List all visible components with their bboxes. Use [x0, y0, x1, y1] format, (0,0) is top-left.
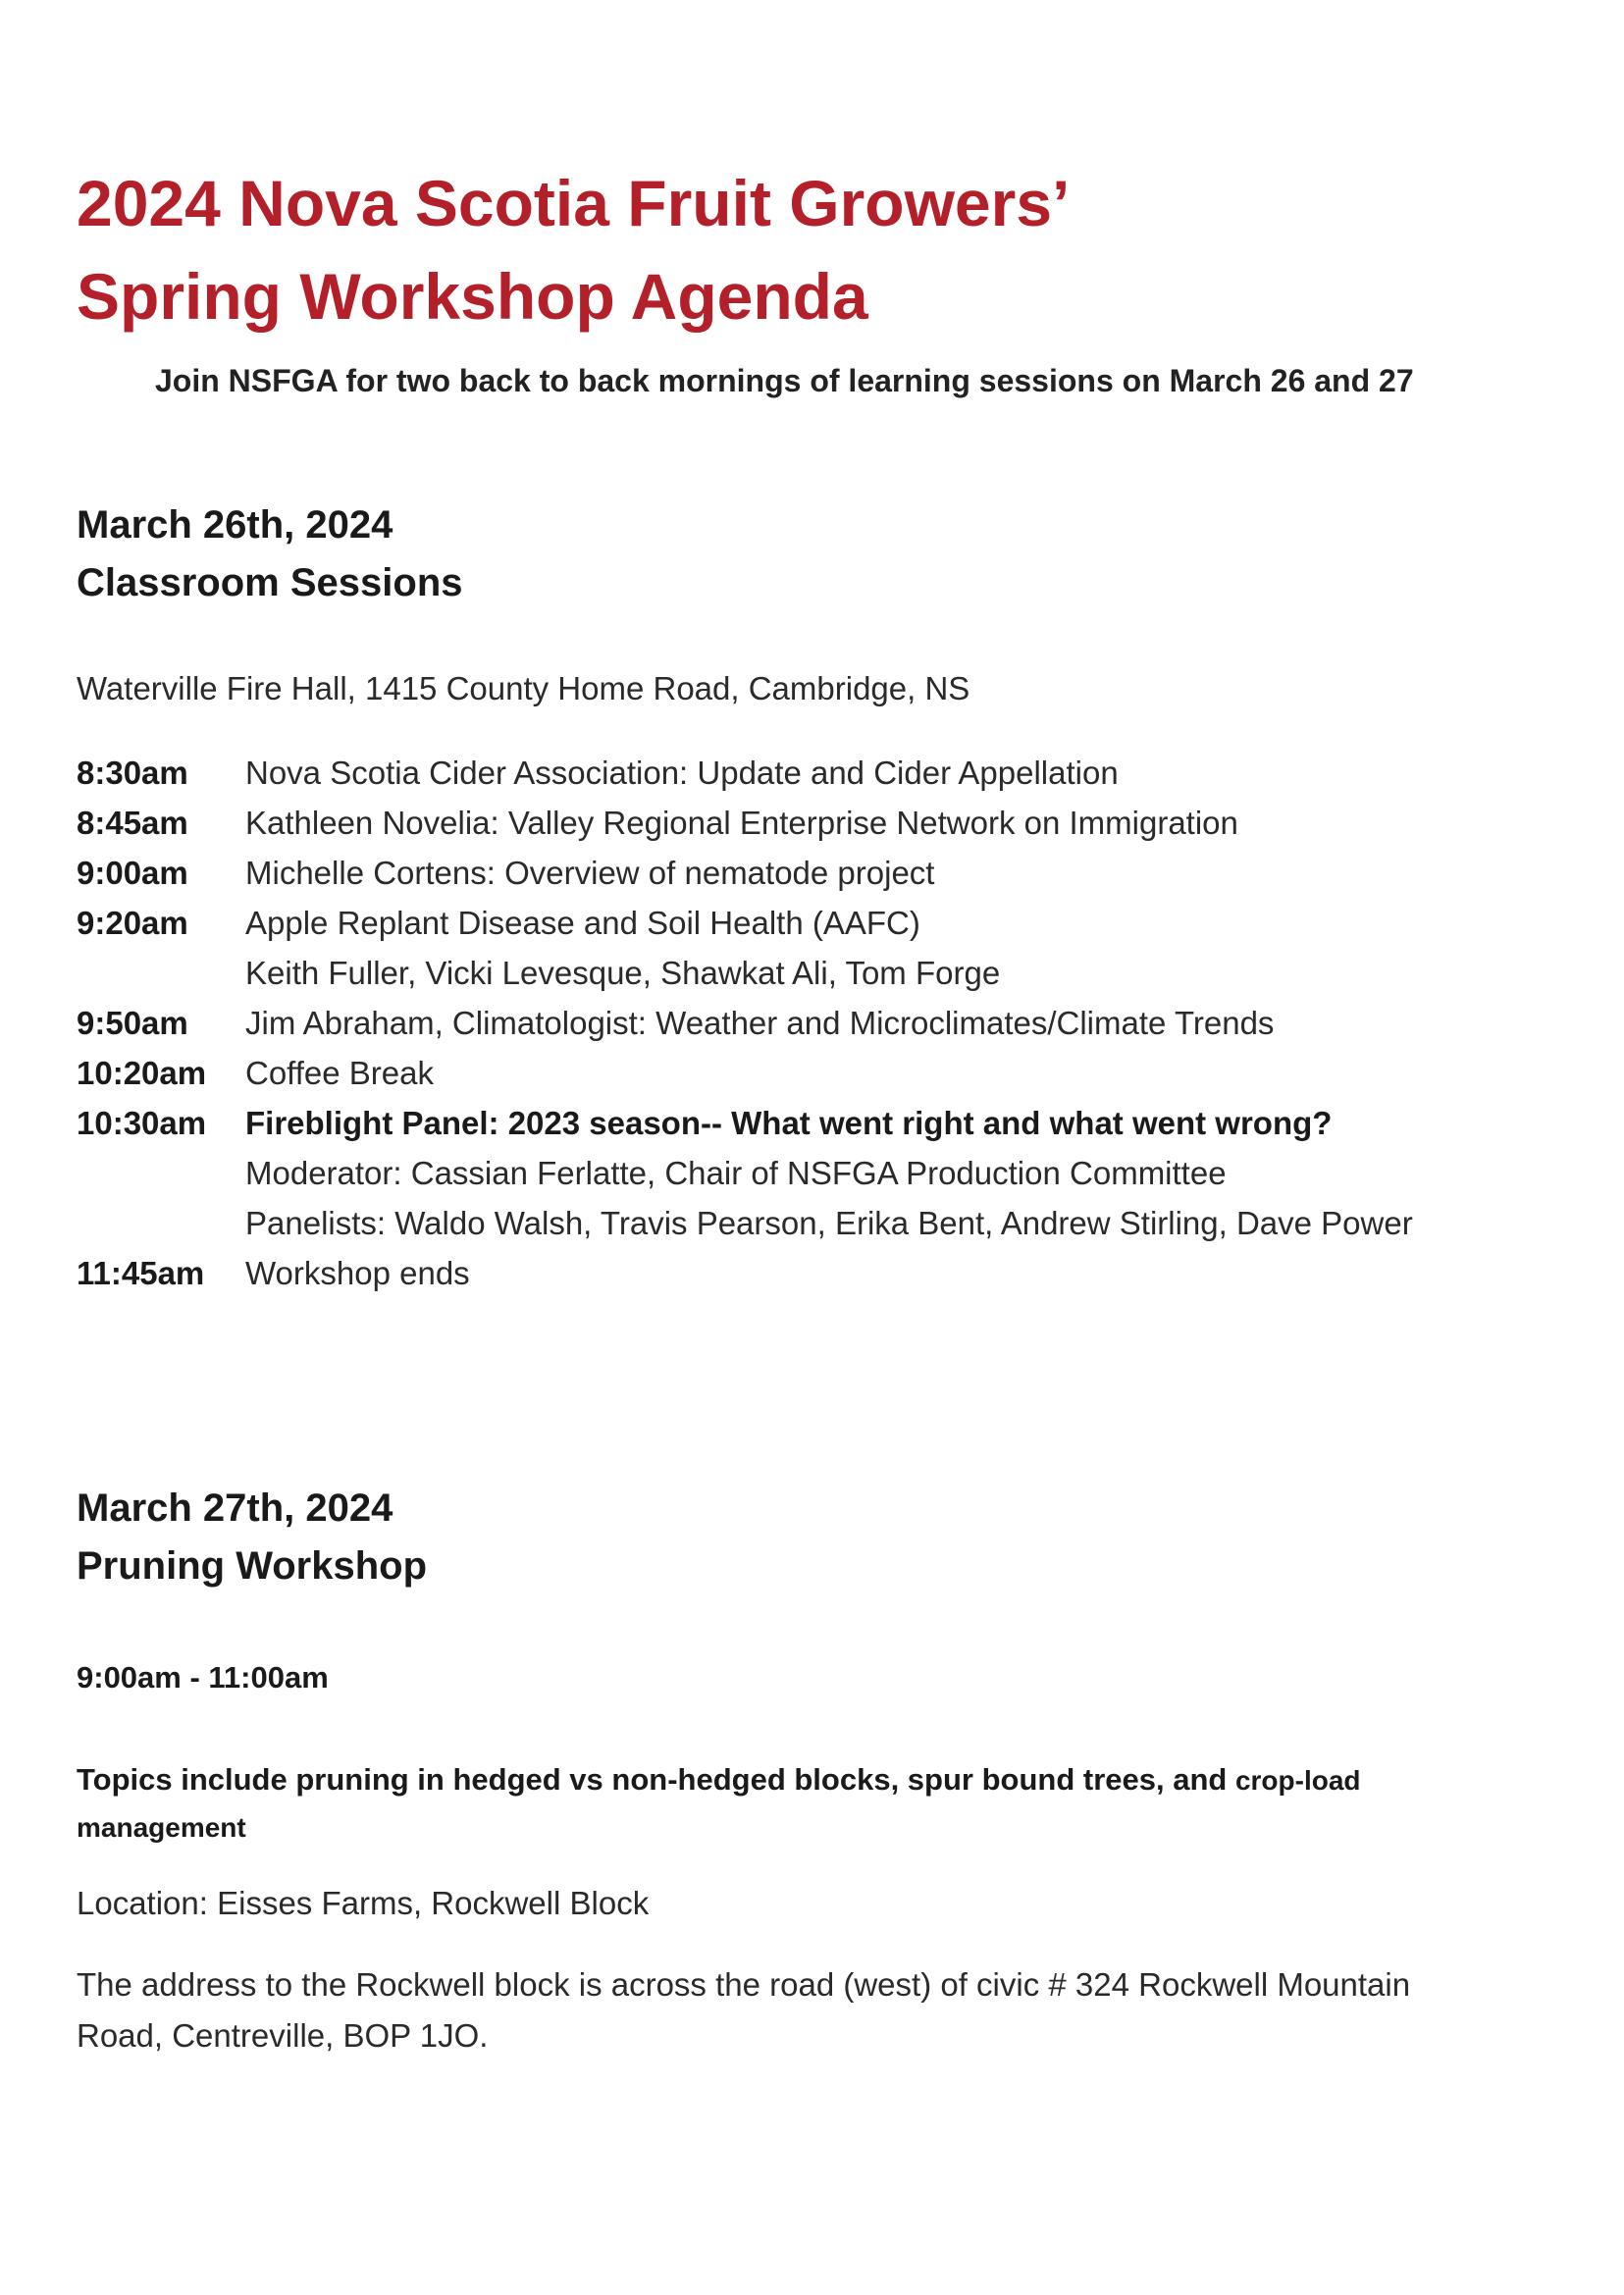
agenda-row: [77, 1048, 1568, 1098]
agenda-desc: Coffee Break: [245, 1055, 435, 1091]
agenda-time: 11:45am: [77, 1255, 205, 1291]
page-title: [77, 157, 1070, 343]
agenda-desc: Fireblight Panel: 2023 season-- What went right and what went wrong?: [245, 1105, 1333, 1141]
agenda-row: [77, 748, 1568, 798]
topics-tail: crop-load: [1234, 1765, 1361, 1796]
agenda-row: [77, 998, 1568, 1048]
day2-title: Pruning Workshop: [77, 1544, 428, 1588]
day2-date: March 27th, 2024: [77, 1487, 393, 1530]
address-line-1: The address to the Rockwell block is across the road (west) of civic # 324 Rockwell Mountain: [77, 1966, 1411, 2003]
day2-topics: [77, 1756, 1529, 1852]
agenda-row: [77, 1198, 1568, 1248]
day2-address: [77, 1959, 1558, 2061]
agenda-desc: Workshop ends: [245, 1255, 470, 1291]
day1-title: Classroom Sessions: [77, 561, 463, 604]
subtitle: Join NSFGA for two back to back mornings of learning sessions on March 26 and 27: [155, 363, 1414, 398]
agenda-desc: Kathleen Novelia: Valley Regional Enterprise Network on Immigration: [245, 805, 1238, 841]
title-line-1: 2024 Nova Scotia Fruit Growers’: [77, 167, 1071, 239]
agenda-time: 10:20am: [77, 1055, 207, 1091]
agenda-row: [77, 1148, 1568, 1198]
agenda-row: [77, 848, 1568, 898]
agenda-desc: Jim Abraham, Climatologist: Weather and Microclimates/Climate Trends: [245, 1005, 1275, 1041]
agenda-time: [77, 1198, 245, 1248]
day1-date: March 26th, 2024: [77, 503, 393, 547]
agenda-time: 9:50am: [77, 1005, 188, 1041]
agenda-time: 9:00am: [77, 855, 188, 891]
agenda-desc: Nova Scotia Cider Association: Update and Cider Appellation: [245, 755, 1119, 791]
agenda-desc: Michelle Cortens: Overview of nematode project: [245, 855, 935, 891]
agenda-desc: Moderator: Cassian Ferlatte, Chair of NSFGA Production Committee: [245, 1155, 1227, 1191]
day2-heading: [77, 1480, 427, 1595]
address-line-2: Road, Centreville, BOP 1JO.: [77, 2017, 489, 2054]
agenda-row: [77, 898, 1568, 948]
agenda-row: [77, 1098, 1568, 1148]
agenda-row: [77, 798, 1568, 848]
agenda-row: [77, 1248, 1568, 1298]
agenda-time: 10:30am: [77, 1105, 207, 1141]
agenda-row: [77, 948, 1568, 998]
agenda-desc: Apple Replant Disease and Soil Health (AAFC): [245, 905, 920, 941]
topics-line-1: [77, 1756, 1529, 1804]
agenda-time: 8:45am: [77, 805, 188, 841]
title-line-2: Spring Workshop Agenda: [77, 260, 868, 333]
day1-location: Waterville Fire Hall, 1415 County Home Road, Cambridge, NS: [77, 670, 970, 706]
agenda-time: 9:20am: [77, 905, 188, 941]
day2-location: Location: Eisses Farms, Rockwell Block: [77, 1885, 650, 1921]
agenda-time: 8:30am: [77, 755, 188, 791]
agenda-desc: Panelists: Waldo Walsh, Travis Pearson, Erika Bent, Andrew Stirling, Dave Power: [245, 1205, 1413, 1241]
topics-line-2: management: [77, 1812, 246, 1843]
day1-agenda: [77, 748, 1568, 1298]
agenda-time: [77, 948, 245, 998]
agenda-time: [77, 1148, 245, 1198]
day1-heading: [77, 496, 463, 612]
day2-time-range: 9:00am - 11:00am: [77, 1660, 329, 1695]
topics-main: Topics include pruning in hedged vs non-hedged blocks, spur bound trees, and: [77, 1762, 1235, 1797]
agenda-desc: Keith Fuller, Vicki Levesque, Shawkat Ali, Tom Forge: [245, 955, 1001, 991]
